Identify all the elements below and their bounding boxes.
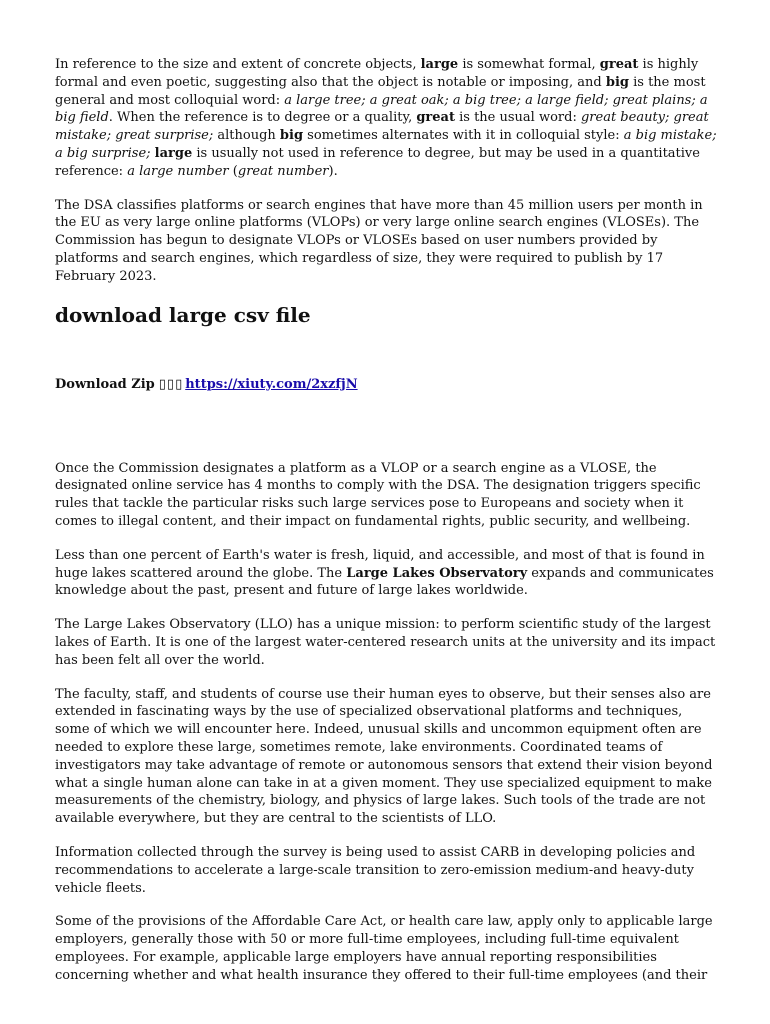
section-heading: download large csv file (55, 302, 311, 327)
text: is usually not used in reference to degree, but may be used in a quantitative reference: (55, 145, 700, 179)
italic-example: a big mistake; a big surprise; (55, 128, 717, 161)
paragraph-affordable-care-act: Some of the provisions of the Affordable Care Act, or health care law, apply only to applicable large employers, generally those with 50 or more full-time employees, including full-time equivalent employees. For example, applicable large employers have annual reporting responsibilities concerning whether and what health insurance they offered to their full-time employees (and their (55, 914, 713, 983)
bold-term: great (599, 57, 639, 72)
italic-example: a large number (127, 163, 229, 179)
text: ). (328, 163, 338, 179)
article-body (55, 460, 719, 985)
bold-term: large (420, 57, 459, 72)
paragraph-freshwater (55, 547, 719, 600)
paragraph-llo-mission: The Large Lakes Observatory (LLO) has a unique mission: to perform scientific study of the largest lakes of Earth. It is one of the largest water-centered research units at the university and its impact has been felt all over the world. (55, 617, 716, 668)
italic-example: great number (237, 163, 329, 179)
text: sometimes alternates with it in colloquial style: (303, 128, 624, 144)
paragraph-large-usage (55, 56, 719, 181)
paragraph-carb-survey: Information collected through the survey is being used to assist CARB in developing policies and recommendations to accelerate a large-scale transition to zero-emission medium-and heavy-duty vehicle fleets. (55, 844, 696, 896)
paragraph-faculty-equipment: The faculty, staff, and students of course use their human eyes to observe, but their senses also are extended in fascinating ways by the use of specialized observational platforms and techniques, some of which we will encounter here. Indeed, unusual skills and uncommon equipment often are needed to explore these large, sometimes remote, lake environments. Coordinated teams of investigators may take advantage of remote or autonomous sensors that extend their vision beyond what a single human alone can take in at a given moment. They use specialized equipment to make measurements of the chemistry, biology, and physics of large lakes. Such tools of the trade are not available everywhere, but they are central to the scientists of LLO. (55, 686, 713, 827)
placeholder-glyphs: ▯▯▯ (158, 376, 184, 392)
text: expands and communicates knowledge about the past, present and future of large lakes worldwide. (55, 565, 714, 599)
bold-term: big (279, 128, 304, 144)
download-line (55, 376, 719, 394)
text: In reference to the size and extent of concrete objects, (55, 57, 421, 72)
paragraph-dsa-classification: The DSA classifies platforms or search engines that have more than 45 million users per month in the EU as very large online platforms (VLOPs) or very large online search engines (VLOSEs). The Commission has begun to designate VLOPs or VLOSEs based on user numbers provided by platforms and search engines, which regardless of size, they were required to publish by 17 February 2023. (55, 197, 703, 284)
text: . When the reference is to degree or a quality, (108, 110, 417, 126)
italic-example: great beauty; great mistake; great surprise; (55, 110, 709, 144)
download-label: Download Zip (55, 376, 155, 392)
text: although (213, 128, 280, 144)
italic-example: a large tree; a great oak; a big tree; a large field; great plains; a big field (55, 92, 708, 126)
text: Less than one percent of Earth's water is fresh, liquid, and accessible, and most of that is found in huge lakes scattered around the globe. The (55, 547, 705, 581)
paragraph-vlop-designation: Once the Commission designates a platform as a VLOP or a search engine as a VLOSE, the designated online service has 4 months to comply with the DSA. The designation triggers specific rules that tackle the particular risks such large services pose to Europeans and society when it comes to illegal content, and their impact on fundamental rights, public security, and wellbeing. (55, 460, 701, 529)
bold-term: large (154, 145, 193, 161)
text: is the most general and most colloquial word: (55, 74, 706, 108)
text: ( (228, 163, 238, 179)
text: is highly formal and even poetic, suggesting also that the object is notable or imposing, and (55, 57, 699, 90)
text: is the usual word: (454, 110, 581, 126)
text: is somewhat formal, (458, 57, 600, 72)
bold-term: Large Lakes Observatory (346, 565, 528, 581)
article (55, 56, 719, 1000)
bold-term: great (416, 110, 455, 126)
bold-term: big (605, 74, 629, 90)
download-link[interactable]: https://xiuty.com/2xzfjN (185, 376, 358, 392)
